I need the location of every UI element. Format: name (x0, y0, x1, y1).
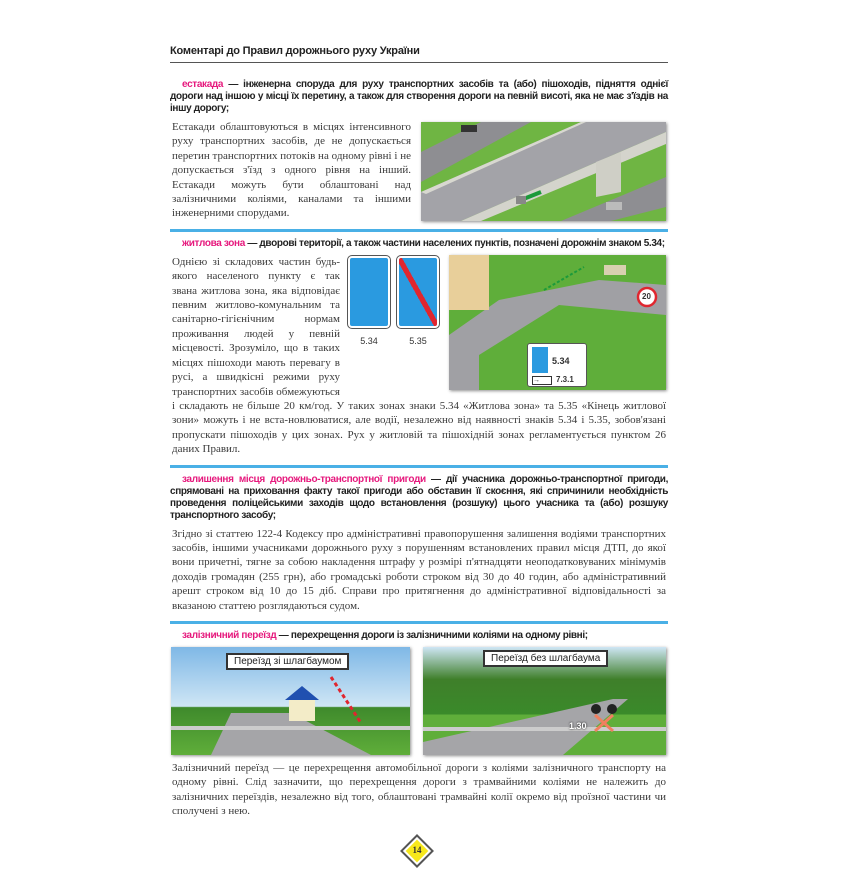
term: залишення місця дорожньо-транспортної пригоди (182, 473, 426, 485)
page-number: 14 (412, 844, 422, 855)
sign-5-35 (397, 256, 439, 346)
image-caption: Переїзд без шлагбаума (483, 650, 608, 667)
section-divider (170, 621, 668, 624)
crossing-without-barrier-illustration (423, 647, 666, 755)
definition-text: — дії учасника дорожньо-транспортної пригоди, спрямовані на приховання факту такої пригоди або обставин її скоєння, які спричинили необхідність проведення поліцейськими заходів щодо встановлення (розшуку) цього учасника та (або) розшуку транспортного засобу; (170, 473, 668, 521)
definition-text: — дворові території, а також частини населених пунктів, позначені дорожнім знаком 5.34; (244, 237, 665, 249)
body-text: Однією зі складових частин будь-якого населеного пункту є так звана житлова зона, яка відповідає певним житлово-комунальним та санітарно-гігієнічним нормам проживання людей у певній місцевості. Зрозуміло, що в таких місцях пішоходи мають перевагу в русі, а швидкісні режими руху транспортних засобів обмежуються і складають не більше 20 км/год. У таких зонах знаки 5.34 «Житлова зона» та 5.35 «Кінець житлової зони» можуть і не вста- (172, 255, 666, 427)
term: житлова зона (182, 237, 245, 249)
body-text: Згідно зі статтею 122-4 Кодексу про адміністративні правопорушення залишення водіями транспортних засобів, іншими учасниками дорожнього руху з порушенням встановлених правил місця ДТП, до якої вони причетні, тягне за собою накладення штрафу у розмірі п'ятнадцяти неоподатковуваних мінімумів доходів громадян (255 грн), або громадські роботи строком від 30 до 40 годин, або адміністративний арешт строком від 10 до 15 діб. Справи про притягнення до адміністративної відповідальності за вказаною статтею розглядаються судом. (172, 527, 666, 612)
section-divider (170, 465, 668, 468)
sign-5-34 (348, 256, 390, 346)
body-text: Залізничний переїзд — це перехрещення автомобільної дороги з коліями залізничного транспорту на одному рівні. Слід зазначити, що перехрещення дороги з трамвайними коліями не належить до залізничних переїздів, незалежно від того, облаштовані трамвайні колії окремо від проїзної частини чи сполучені з нею. (172, 761, 666, 818)
definition-text: — перехрещення дороги із залізничними коліями на одному рівні; (276, 629, 588, 641)
overpass-scene (421, 122, 666, 221)
definition-living-zone (170, 238, 668, 250)
crossing-with-barrier-illustration (171, 647, 410, 755)
sign-label: 5.34 (360, 335, 378, 346)
end-living-zone-sign-icon (397, 256, 439, 328)
crossing-figures (171, 647, 666, 755)
body-text: Естакади облаштовуються в місцях інтенсивного руху транспортних засобів, де не допускається перетин транспортних потоків на одному рівні і не допускається з'їзд з одного рівня на інший. Естакади можуть бути облаштовані над залізничними коліями, каналами та іншими інженерними спорудами. (172, 121, 411, 220)
definition-railway-crossing (170, 630, 668, 642)
term: залізничний переїзд (182, 629, 277, 641)
sign-label: 5.35 (409, 335, 427, 346)
speed-limit-sign: 20 (642, 291, 651, 301)
living-zone-illustration (449, 255, 666, 390)
overpass-illustration (421, 122, 666, 221)
sign-callout (527, 343, 587, 387)
sign-label: 5.34 (552, 355, 570, 366)
page-footer (170, 829, 668, 869)
page-content (170, 45, 668, 869)
definition-leaving-accident (170, 474, 668, 522)
plate-label: 7.3.1 (556, 374, 574, 384)
sign-label: 1.30 (569, 720, 587, 731)
body-text: новлюватися, але водії, незалежно від наявності знаків 5.34 і 5.35, зобов'язані пропускати пішоходів у цих зонах. Рух у житловій та пішохідній зонах регламентується пунктом 26 даних Правил. (172, 414, 666, 456)
term: естакада (182, 79, 224, 90)
definition-text: — інженерна споруда для руху транспортних засобів та (або) пішоходів, підняття однієї дороги над іншою у місці їх перетину, а також для створення дороги на певній висоті, яка не має з'їздів на іншу дорогу; (170, 79, 668, 114)
definition-estakada (170, 79, 668, 115)
living-zone-sign-icon (348, 256, 390, 328)
arrow-right-icon: → (532, 376, 552, 385)
running-header: Коментарі до Правил дорожнього руху України (170, 45, 668, 63)
image-caption: Переїзд зі шлагбаумом (226, 653, 349, 670)
living-zone-figures (346, 255, 668, 392)
section-divider (170, 229, 668, 232)
living-zone-sign-icon (532, 347, 548, 373)
